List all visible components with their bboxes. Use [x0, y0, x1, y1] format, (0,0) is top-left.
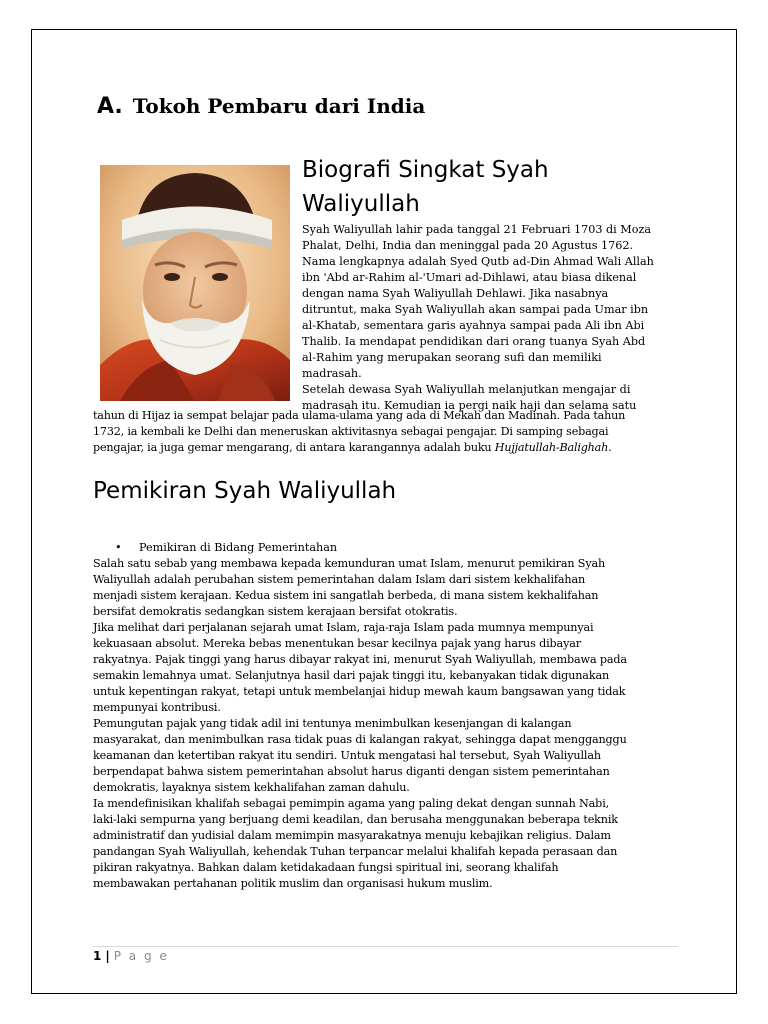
bio-paragraph-text: tahun di Hijaz ia sempat belajar pada ulama-ulama yang ada di Mekah dan Madinah. Pada tahun 1732, ia kembali ke Delhi dan meneruskan aktivitasnya sebagai pengajar. Di samping sebagai pengajar, ia juga gemar mengarang, di antara karangannya adalah buku: [93, 409, 626, 454]
bullet-item: [115, 540, 337, 556]
bio-paragraph-full: [93, 408, 678, 456]
footer-separator: |: [105, 949, 110, 963]
bio-period: .: [608, 441, 612, 454]
footer-divider: [93, 946, 678, 947]
thought-body: Salah satu sebab yang membawa kepada kemunduran umat Islam, menurut pemikiran Syah Waliyullah adalah perubahan sistem pemerintahan dalam Islam dari sistem kekhalifahan menjadi sistem kerajaan. Kedua sistem ini sangatlah berbeda, di mana sistem kekhalifahan bersifat demokratis sedangkan sistem kerajaan bersifat otokratis. Jika melihat dari perjalanan sejarah umat Islam, raja-raja Islam pada mumnya mempunyai kekuasaan absolut. Mereka bebas menentukan besar kecilnya pajak yang harus dibayar rakyatnya. Pajak tinggi yang harus dibayar rakyat ini, menurut Syah Waliyullah, membawa pada semakin lemahnya umat. Selanjutnya hasil dari pajak tinggi itu, kebanyakan tidak digunakan untuk kepentingan rakyat, tetapi untuk membelanjai hidup mewah kaum bangsawan yang tidak mempunyai kontribusi. Pemungutan pajak yang tidak adil ini tentunya menimbulkan kesenjangan di kalangan masyarakat, dan menimbulkan rasa tidak puas di kalangan rakyat, sehingga dapat mengganggu keamanan dan ketertiban rakyat itu sendiri. Untuk mengatasi hal tersebut, Syah Waliyullah berpendapat bahwa sistem pemerintahan absolut harus diganti dengan sistem pemerintahan demokratis, layaknya sistem kekhalifahan zaman dahulu. Ia mendefinisikan khalifah sebagai pemimpin agama yang paling dekat dengan sunnah Nabi, laki-laki sempurna yang berjuang demi keadilan, dan berusaha menggunakan beberapa teknik administratif dan yudisial dalam memimpin masyarakatnya menuju kebajikan religius. Dalam pandangan Syah Waliyullah, kehendak Tuhan terpancar melalui khalifah kepada perasaan dan pikiran rakyatnya. Bahkan dalam ketidakadaan fungsi spiritual ini, seorang khalifah membawakan pertahanan politik muslim dan organisasi hukum muslim.: [93, 557, 627, 890]
page-footer: [93, 948, 169, 964]
bio-title: Biografi Singkat Syah Waliyullah: [302, 157, 549, 217]
page-label: P a g e: [113, 949, 169, 963]
thought-title: Pemikiran Syah Waliyullah: [93, 478, 397, 504]
page-number: 1: [93, 949, 102, 963]
bullet-icon: •: [115, 541, 122, 554]
bullet-label: Pemikiran di Bidang Pemerintahan: [139, 541, 338, 554]
book-title: Hujjatullah-Balighah: [494, 441, 609, 454]
section-heading: [97, 92, 425, 121]
portrait-image: [100, 165, 290, 401]
section-letter: A.: [97, 94, 123, 119]
section-title: Tokoh Pembaru dari India: [132, 94, 426, 118]
bio-paragraph-right: Syah Waliyullah lahir pada tanggal 21 Februari 1703 di Moza Phalat, Delhi, India dan meninggal pada 20 Agustus 1762. Nama lengkapnya adalah Syed Qutb ad-Din Ahmad Wali Allah ibn 'Abd ar-Rahim al-'Umari ad-Dihlawi, atau biasa dikenal dengan nama Syah Waliyullah Dehlawi. Jika nasabnya ditruntut, maka Syah Waliyullah akan sampai pada Umar ibn al-Khatab, sementara garis ayahnya sampai pada Ali ibn Abi Thalib. Ia mendapat pendidikan dari orang tuanya Syah Abd al-Rahim yang merupakan seorang sufi dan memiliki madrasah. Setelah dewasa Syah Waliyullah melanjutkan mengajar di madrasah itu. Kemudian ia pergi naik haji dan selama satu: [302, 223, 654, 412]
